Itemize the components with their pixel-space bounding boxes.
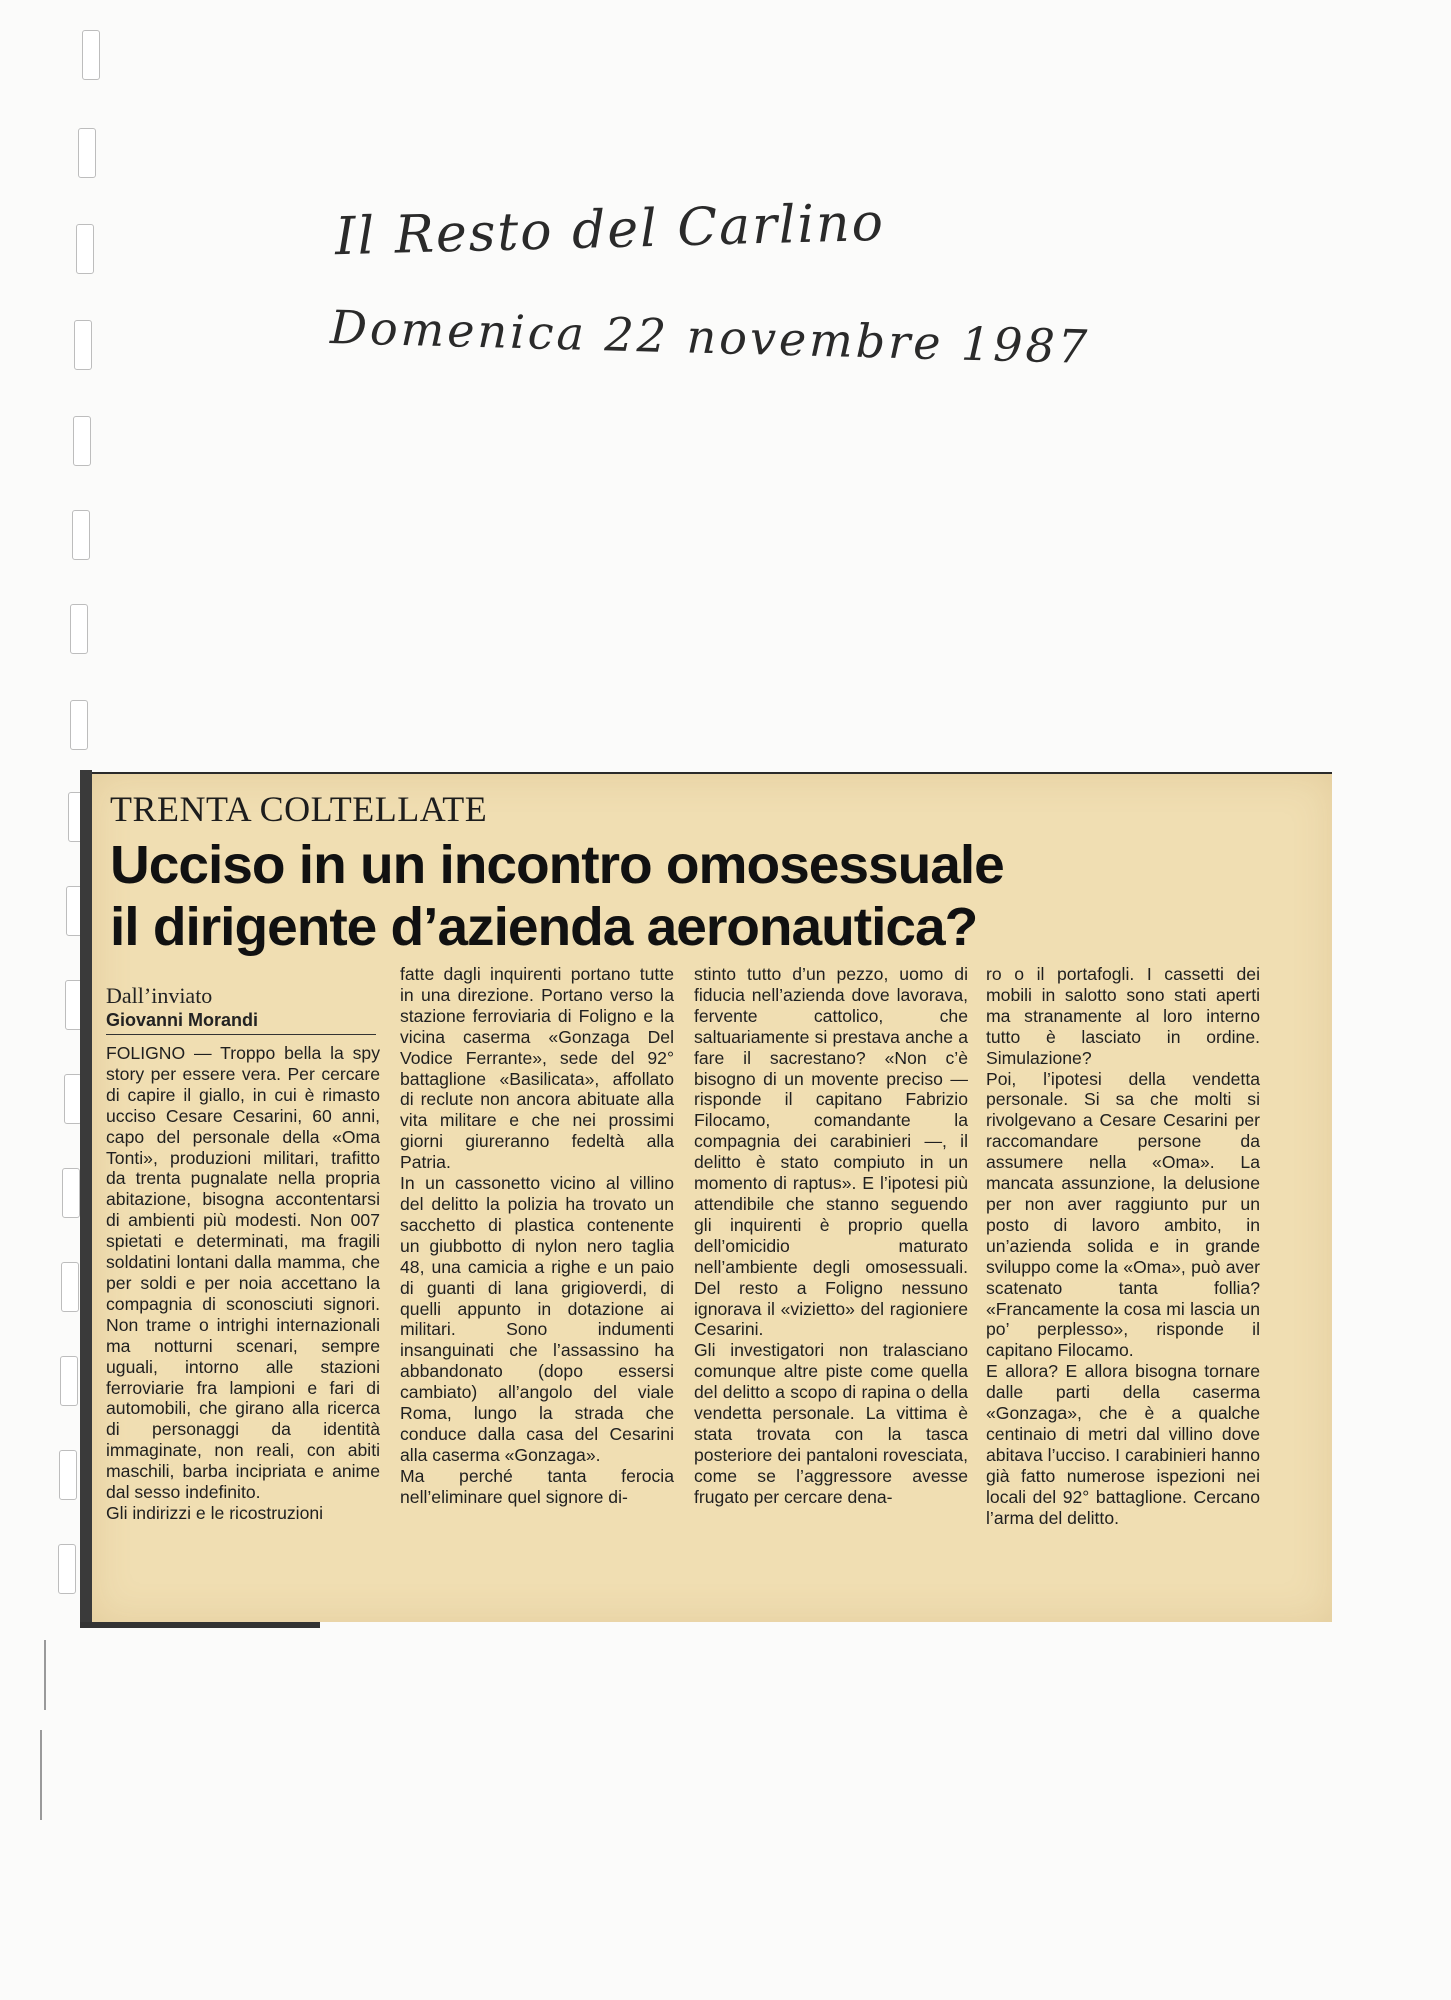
column-text: ro o il portafogli. I cassetti dei mobili in salotto sono stati aperti ma stranamente al loro interno tutto è lasciato in ordine. Simulazione? Poi, l’ipotesi della vendetta personale. Si sa che molti si rivolgevano a Cesare Cesarini per raccomandare persone da assumere nella «Oma». La mancata assunzione, la delusione per non aver raggiunto pur un posto di lavoro ambito, in un’azienda solida e in grande sviluppo come la «Oma», può aver scatenato tanta follia? «Francamente la cosa mi lascia un po’ perplesso», risponde il capitano Filocamo. E allora? E allora bisogna tornare dalle parti della caserma «Gonzaga», che è a qualche centinaio di metri dal villino dove abitava l’ucciso. I carabinieri hanno già fatto numerose ispezioni nei locali del 92° battaglione. Cercano l’arma del delitto. <box>986 964 1260 1528</box>
binder-hole <box>59 1450 77 1500</box>
article-headline <box>110 834 1004 958</box>
binder-hole <box>60 1356 78 1406</box>
column-text: FOLIGNO — Troppo bella la spy story per essere vera. Per cercare di capire il giallo, in cui è rimasto ucciso Cesare Cesarini, 60 anni, capo del personale della «Oma Tonti», produzioni militari, trafitto da trenta pugnalate nella propria abitazione, bisogna accontentarsi di ambienti più modesti. Non 007 spietati e determinati, ma fragili soldatini lontani dalla mamma, che per soldi e per noia accettano la compagnia di sconosciuti signori. Non trame o intrighi internazionali ma notturni scenari, sempre uguali, intorno alle stazioni ferroviarie fra lampioni e fari di automobili, che girano alla ricerca di personaggi da identità immaginate, non reali, con abiti maschili, barba incipriata e anime dal sesso indefinito. Gli indirizzi e le ricostruzioni <box>106 1043 380 1523</box>
binder-hole <box>74 320 92 370</box>
binder-hole <box>70 604 88 654</box>
handwritten-source-note: Il Resto del Carlino <box>334 192 886 268</box>
binder-hole <box>58 1544 76 1594</box>
binder-hole <box>73 416 91 466</box>
binder-hole <box>78 128 96 178</box>
article-body <box>106 964 1324 1612</box>
byline-label: Dall’inviato <box>106 983 213 1008</box>
headline-line-2: il dirigente d’azienda aeronautica? <box>110 897 978 957</box>
article-column-1 <box>106 984 380 1524</box>
column-text: fatte dagli inquirenti portano tutte in una direzione. Portano verso la stazione ferroviaria di Foligno e la vicina caserma «Gonzaga Del Vodice Ferrante», sede del 92° battaglione «Basilicata», affollato di reclute non ancora abituate alla vita militare e che nei prossimi giorni giureranno fedeltà alla Patria. In un cassonetto vicino al villino del delitto la polizia ha trovato un sacchetto di plastica contenente un giubbotto di nylon nero taglia 48, una camicia a righe e un paio di guanti di lana grigioverdi, di quelli appunto in dotazione ai militari. Sono indumenti insanguinati che l’assassino ha abbandonato (dopo essersi cambiato) all’angolo del viale Roma, lungo la strada che conduce dalla casa del Cesarini alla caserma «Gonzaga». Ma perché tanta ferocia nell’eliminare quel signore di- <box>400 964 674 1507</box>
binder-holes <box>40 0 80 2000</box>
binder-hole <box>76 224 94 274</box>
headline-line-1: Ucciso in un incontro omosessuale <box>110 835 1004 895</box>
newspaper-clipping <box>92 772 1332 1622</box>
handwritten-date-note: Domenica 22 novembre 1987 <box>329 300 1091 374</box>
byline-author: Giovanni Morandi <box>106 1008 376 1035</box>
article-kicker: TRENTA COLTELLATE <box>110 789 488 829</box>
paper-edge-mark <box>40 1730 42 1820</box>
article-column-2 <box>400 964 674 1508</box>
binder-hole <box>70 700 88 750</box>
binder-hole <box>82 30 100 80</box>
column-text: stinto tutto d’un pezzo, uomo di fiducia nell’azienda dove lavorava, fervente cattolico, che saltuariamente si prestava anche a fare il sacrestano? «Non c’è bisogno di un movente preciso — risponde il capitano Fabrizio Filocamo, comandante la compagnia dei carabinieri —, il delitto è stato compiuto in un momento di raptus». E l’ipotesi più attendibile che stanno seguendo gli inquirenti è proprio quella dell’omicidio maturato nell’ambiente degli omosessuali. Del resto a Foligno nessuno ignorava il «vizietto» del ragioniere Cesarini. Gli investigatori non tralasciano comunque altre piste come quella del delitto a scopo di rapina o della vendetta personale. La vittima è stata trovata con la tasca posteriore dei pantaloni rovesciata, come se l’aggressore avesse frugato per cercare dena- <box>694 964 968 1507</box>
binder-hole <box>72 510 90 560</box>
binder-hole <box>61 1262 79 1312</box>
binder-hole <box>62 1168 80 1218</box>
article-column-3 <box>694 964 968 1508</box>
article-column-4 <box>986 964 1260 1528</box>
paper-edge-mark <box>44 1640 46 1710</box>
